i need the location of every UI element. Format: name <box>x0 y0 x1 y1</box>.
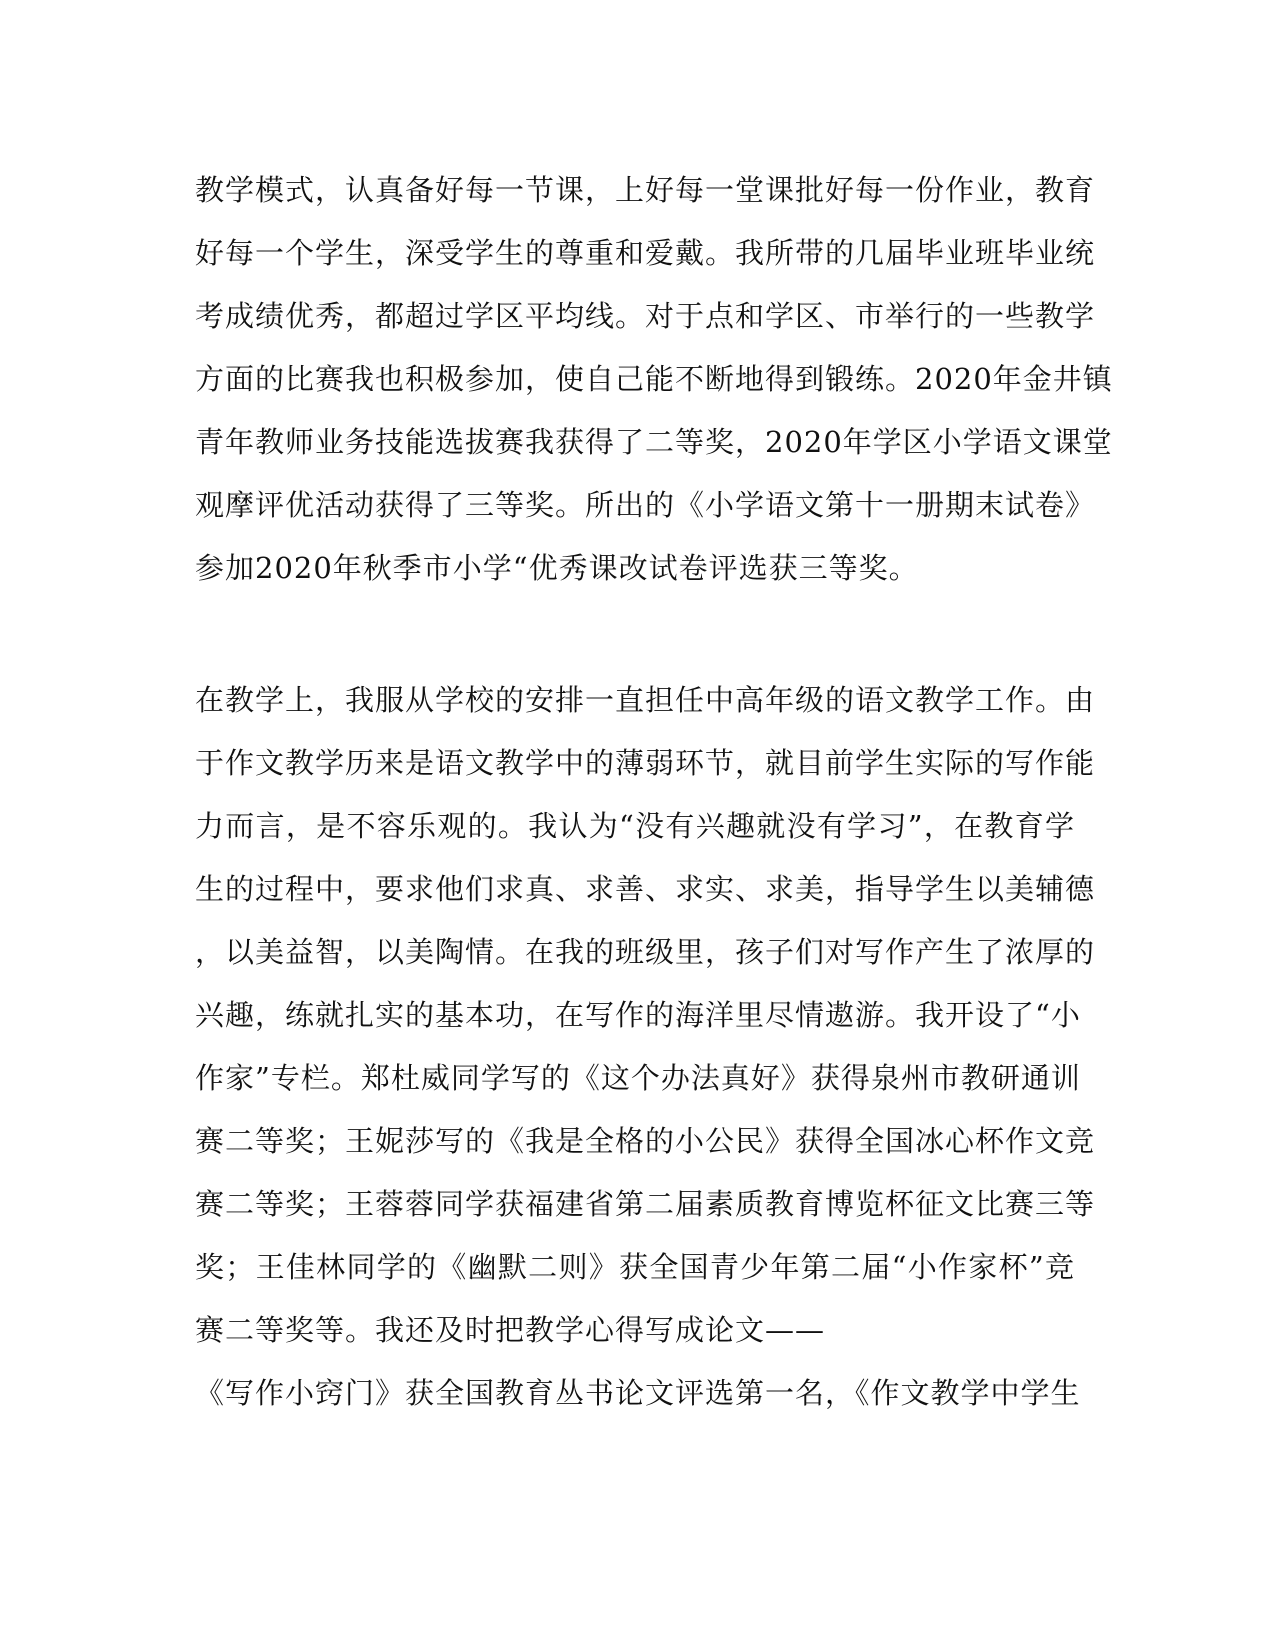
text-line: ，以美益智，以美陶情。在我的班级里，孩子们对写作产生了浓厚的 <box>195 935 1096 969</box>
text-line: 教学模式，认真备好每一节课，上好每一堂课批好每一份作业，教育 <box>195 173 1096 207</box>
text-line: 赛二等奖；王蓉蓉同学获福建省第二届素质教育博览杯征文比赛三等 <box>195 1187 1096 1221</box>
text-line: 《写作小窍门》获全国教育丛书论文评选第一名，《作文教学中学生 <box>195 1376 1081 1410</box>
text-line: 赛二等奖；王妮莎写的《我是全格的小公民》获得全国冰心杯作文竞 <box>195 1124 1096 1158</box>
text-line: 在教学上，我服从学校的安排一直担任中高年级的语文教学工作。由 <box>195 683 1096 717</box>
text-line: 观摩评优活动获得了三等奖。所出的《小学语文第十一册期末试卷》 <box>195 488 1096 522</box>
text-line: 生的过程中，要求他们求真、求善、求实、求美，指导学生以美辅德 <box>195 872 1096 906</box>
text-line: 参加2020年秋季市小学“优秀课改试卷评选获三等奖。 <box>195 551 919 585</box>
text-line: 考成绩优秀，都超过学区平均线。对于点和学区、市举行的一些教学 <box>195 299 1096 333</box>
text-line: 兴趣，练就扎实的基本功，在写作的海洋里尽情遨游。我开设了“小 <box>195 998 1081 1032</box>
text-line: 好每一个学生，深受学生的尊重和爱戴。我所带的几届毕业班毕业统 <box>195 236 1096 270</box>
text-line: 作家”专栏。郑杜威同学写的《这个办法真好》获得泉州市教研通训 <box>195 1061 1081 1095</box>
text-line: 力而言，是不容乐观的。我认为“没有兴趣就没有学习”，在教育学 <box>195 809 1075 843</box>
text-line: 于作文教学历来是语文教学中的薄弱环节，就目前学生实际的写作能 <box>195 746 1096 780</box>
text-line: 赛二等奖等。我还及时把教学心得写成论文—— <box>195 1313 826 1347</box>
text-line: 奖；王佳林同学的《幽默二则》获全国青少年第二届“小作家杯”竞 <box>195 1250 1075 1284</box>
text-line: 方面的比赛我也积极参加，使自己能不断地得到锻练。2020年金井镇 <box>195 362 1113 396</box>
text-line: 青年教师业务技能选拔赛我获得了二等奖，2020年学区小学语文课堂 <box>195 425 1113 459</box>
